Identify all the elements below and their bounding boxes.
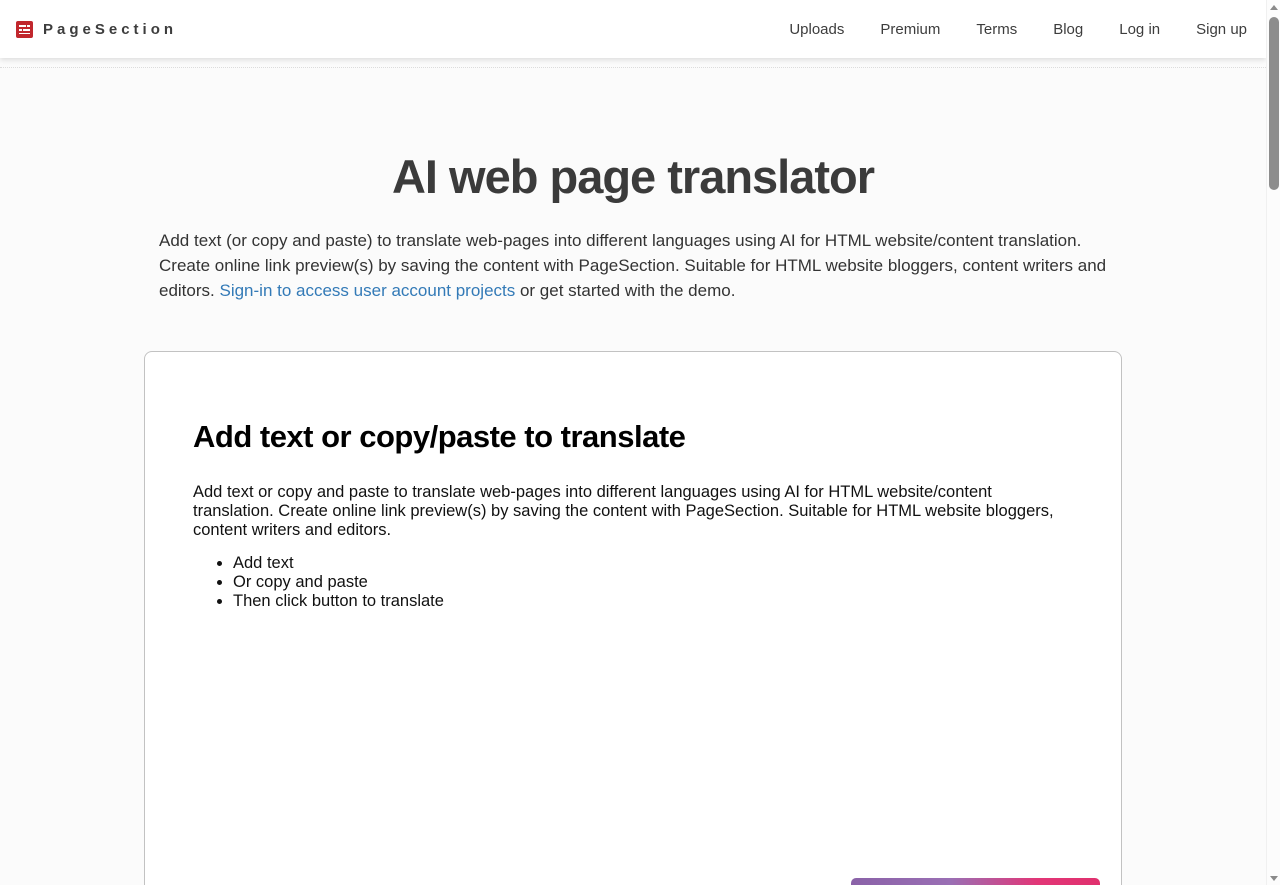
nav-item-terms[interactable]: Terms bbox=[976, 20, 1018, 38]
translate-button[interactable] bbox=[851, 878, 1100, 885]
nav-item-premium[interactable]: Premium bbox=[880, 20, 941, 38]
brand-home-link[interactable] bbox=[16, 21, 177, 38]
scrollbar-up-arrow-icon[interactable] bbox=[1267, 0, 1280, 14]
bullet-click-translate: • Then click button to translate bbox=[233, 592, 1073, 611]
hero-intro-after-link: or get started with the demo. bbox=[515, 281, 736, 300]
nav-links bbox=[789, 21, 1247, 38]
card-bullet-list bbox=[193, 554, 1073, 611]
hero-intro-before-link: Add text (or copy and paste) to translate web-pages into different languages using AI for HTML website/content translation. Create online link preview(s) by saving the content with PageSection. Suitable for HTML website bloggers, content writers and editors. bbox=[159, 231, 1107, 300]
card-description: Add text or copy and paste to translate web-pages into different languages using AI for HTML website/content translation. Create online link preview(s) by saving the content with PageSection. Suitable for HTML website bloggers, content writers and editors. bbox=[193, 483, 1054, 539]
nav-item-uploads[interactable]: Uploads bbox=[789, 20, 845, 38]
navbar-dotted-divider bbox=[0, 67, 1266, 68]
sign-in-projects-link[interactable]: Sign-in to access user account projects bbox=[219, 281, 516, 300]
scrollbar-down-arrow-icon[interactable] bbox=[1267, 871, 1280, 885]
card-title: Add text or copy/paste to translate bbox=[193, 419, 686, 454]
top-navbar bbox=[0, 0, 1266, 58]
nav-item-blog[interactable]: Blog bbox=[1053, 20, 1084, 38]
page-title: AI web page translator bbox=[391, 150, 875, 203]
translate-card bbox=[144, 351, 1122, 885]
nav-item-signup[interactable]: Sign up bbox=[1196, 20, 1247, 38]
bullet-add-text: • Add text bbox=[233, 554, 1073, 573]
bullet-copy-paste: • Or copy and paste bbox=[233, 573, 1073, 592]
hero-section bbox=[0, 150, 1266, 303]
nav-item-login[interactable]: Log in bbox=[1119, 20, 1161, 38]
pagesection-logo-icon bbox=[16, 21, 33, 38]
hero-intro-text bbox=[159, 228, 1107, 303]
scrollbar-thumb[interactable] bbox=[1269, 17, 1279, 190]
vertical-scrollbar[interactable] bbox=[1266, 0, 1280, 885]
brand-name: PageSection bbox=[43, 20, 178, 38]
